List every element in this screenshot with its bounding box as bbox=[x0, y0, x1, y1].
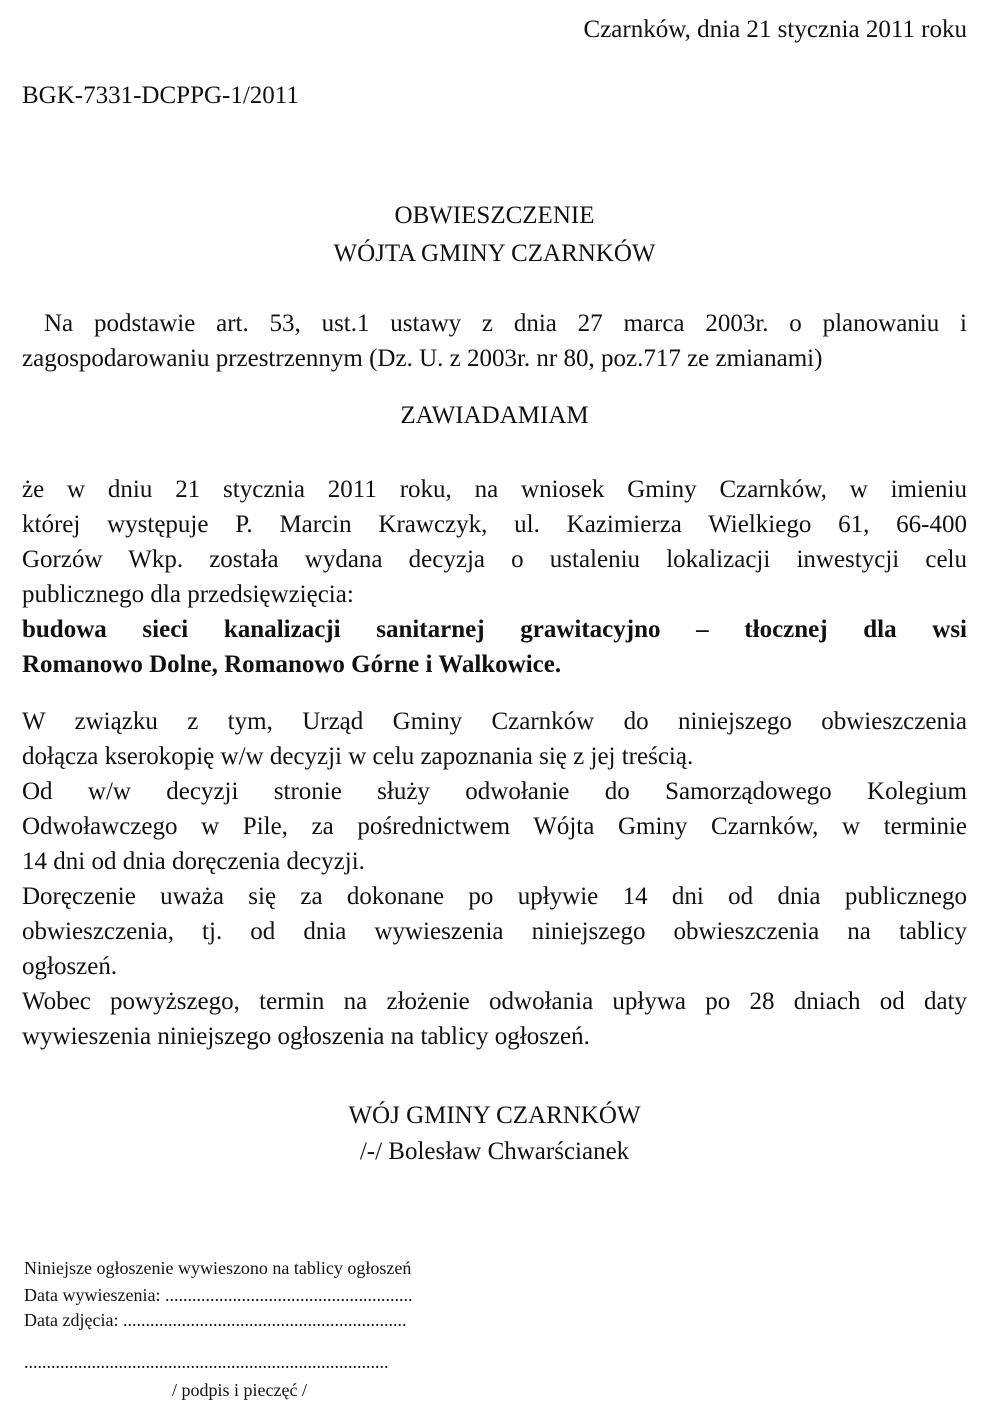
reference-number: BGK-7331-DCPPG-1/2011 bbox=[22, 82, 299, 109]
information-line: ogłoszeń. bbox=[22, 953, 118, 980]
removal-date-field: Data zdjęcia: ............................................................... bbox=[24, 1310, 407, 1330]
project-name-line: budowa sieci kanalizacji sanitarnej grawitacyjno – tłocznej dla wsi bbox=[22, 616, 967, 643]
signature-line: ................................................................................. bbox=[24, 1352, 389, 1372]
posting-date-field: Data wywieszenia: ....................................................... bbox=[24, 1285, 413, 1305]
information-line: obwieszczenia, tj. od dnia wywieszenia niniejszego obwieszczenia na tablicy bbox=[22, 918, 967, 945]
information-line: Doręczenie uważa się za dokonane po upływie 14 dni od dnia publicznego bbox=[22, 883, 967, 910]
decision-line: Gorzów Wkp. została wydana decyzja o ustaleniu lokalizacji inwestycji celu bbox=[22, 546, 967, 573]
document-title: OBWIESZCZENIE bbox=[394, 202, 595, 229]
information-paragraph bbox=[22, 704, 967, 1054]
document-issuer: WÓJTA GMINY CZARNKÓW bbox=[333, 240, 656, 267]
signatory-title: WÓJ GMINY CZARNKÓW bbox=[348, 1102, 641, 1129]
decision-line: że w dniu 21 stycznia 2011 roku, na wniosek Gminy Czarnków, w imieniu bbox=[22, 476, 967, 503]
legal-basis-line: Na podstawie art. 53, ust.1 ustawy z dnia 27 marca 2003r. o planowaniu i bbox=[44, 310, 967, 337]
legal-basis-paragraph bbox=[22, 306, 967, 376]
announcement-heading: ZAWIADAMIAM bbox=[400, 402, 589, 429]
information-line: 14 dni od dnia doręczenia decyzji. bbox=[22, 848, 365, 875]
information-line: Od w/w decyzji stronie służy odwołanie do Samorządowego Kolegium bbox=[22, 778, 967, 805]
decision-line: publicznego dla przedsięwzięcia: bbox=[22, 581, 354, 608]
information-line: W związku z tym, Urząd Gminy Czarnków do niniejszego obwieszczenia bbox=[22, 708, 967, 735]
information-line: Wobec powyższego, termin na złożenie odwołania upływa po 28 dniach od daty bbox=[22, 988, 967, 1015]
information-line: dołącza kserokopię w/w decyzji w celu zapoznania się z jej treścią. bbox=[22, 743, 694, 770]
decision-paragraph bbox=[22, 472, 967, 682]
legal-basis-line: zagospodarowaniu przestrzennym (Dz. U. z 2003r. nr 80, poz.717 ze zmianami) bbox=[22, 345, 823, 372]
project-name-line: Romanowo Dolne, Romanowo Górne i Walkowice. bbox=[22, 651, 562, 678]
signature-caption: / podpis i pieczęć / bbox=[172, 1380, 307, 1400]
place-and-date: Czarnków, dnia 21 stycznia 2011 roku bbox=[583, 16, 967, 43]
decision-line: której występuje P. Marcin Krawczyk, ul. Kazimierza Wielkiego 61, 66-400 bbox=[22, 511, 967, 538]
signatory-name: /-/ Bolesław Chwarścianek bbox=[359, 1138, 630, 1165]
information-line: Odwoławczego w Pile, za pośrednictwem Wójta Gminy Czarnków, w terminie bbox=[22, 813, 967, 840]
posting-note: Niniejsze ogłoszenie wywieszono na tablicy ogłoszeń bbox=[24, 1258, 412, 1278]
information-line: wywieszenia niniejszego ogłoszenia na tablicy ogłoszeń. bbox=[22, 1023, 590, 1050]
